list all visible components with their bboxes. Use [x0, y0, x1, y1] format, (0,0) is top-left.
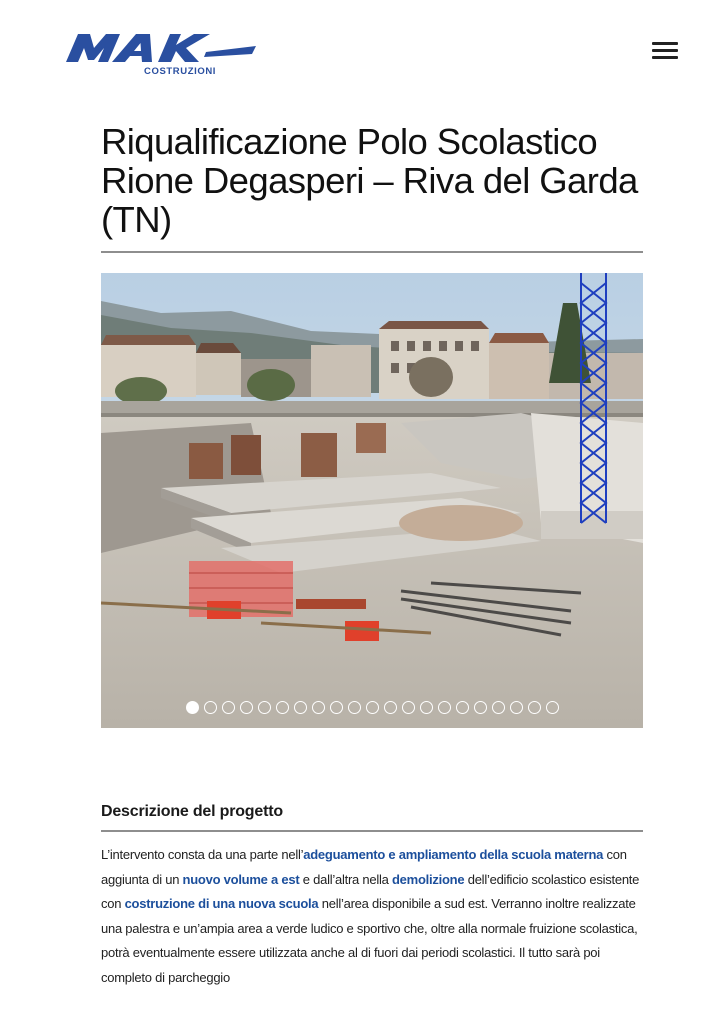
gallery-dot[interactable]	[366, 701, 379, 714]
gallery-dot[interactable]	[348, 701, 361, 714]
gallery-pagination	[101, 701, 643, 715]
construction-site-photo	[101, 273, 643, 728]
description-text: L’intervento consta da una parte nell’	[101, 847, 304, 862]
description-highlight: nuovo volume a est	[182, 871, 300, 887]
description-text: nell’area disponibile a sud est. Verranno inoltre realizzate una palestra e un’ampia area a verde ludico e sportivo che, oltre alla normale fruizione scolastica, potrà eventualmente essere utilizzata anche al di fuori dai periodi scolastici. Il tutto sarà poi completo di parcheggio	[101, 896, 638, 985]
site-header	[0, 0, 719, 100]
title-divider	[101, 251, 643, 253]
gallery-dot[interactable]	[330, 701, 343, 714]
mak-logo[interactable]	[66, 32, 256, 80]
description-text: con aggiunta di un	[101, 847, 627, 887]
gallery-dot[interactable]	[312, 701, 325, 714]
section-title: Descrizione del progetto	[101, 803, 283, 820]
gallery-dot[interactable]	[222, 701, 235, 714]
hamburger-menu-icon[interactable]	[652, 42, 678, 64]
gallery-dot[interactable]	[384, 701, 397, 714]
gallery-dot[interactable]	[492, 701, 505, 714]
gallery-dot[interactable]	[528, 701, 541, 714]
project-description	[101, 843, 646, 991]
project-photo-gallery[interactable]	[101, 273, 643, 728]
gallery-dot[interactable]	[510, 701, 523, 714]
menu-bar	[652, 42, 678, 45]
gallery-dot[interactable]	[474, 701, 487, 714]
menu-bar	[652, 56, 678, 59]
gallery-dot[interactable]	[456, 701, 469, 714]
mak-logo-graphic	[66, 32, 256, 80]
logo-subtext: COSTRUZIONI	[144, 66, 217, 77]
gallery-dot[interactable]	[186, 701, 199, 714]
page-title: Riqualificazione Polo Scolastico Rione Degasperi – Riva del Garda (TN)	[101, 121, 638, 240]
gallery-dot[interactable]	[420, 701, 433, 714]
menu-bar	[652, 49, 678, 52]
description-text: e dall’altra nella	[299, 871, 392, 887]
description-highlight: demolizione	[391, 871, 465, 887]
gallery-dot[interactable]	[438, 701, 451, 714]
gallery-dot[interactable]	[294, 701, 307, 714]
description-highlight: adeguamento e ampliamento della scuola materna	[303, 847, 604, 862]
gallery-dot[interactable]	[258, 701, 271, 714]
gallery-dot[interactable]	[546, 701, 559, 714]
gallery-dot[interactable]	[240, 701, 253, 714]
section-divider	[101, 830, 643, 832]
description-highlight: costruzione di una nuova scuola	[124, 896, 319, 912]
gallery-dot[interactable]	[204, 701, 217, 714]
gallery-dot[interactable]	[402, 701, 415, 714]
gallery-dot[interactable]	[276, 701, 289, 714]
description-text: dell’edificio scolastico esistente con	[101, 871, 640, 912]
